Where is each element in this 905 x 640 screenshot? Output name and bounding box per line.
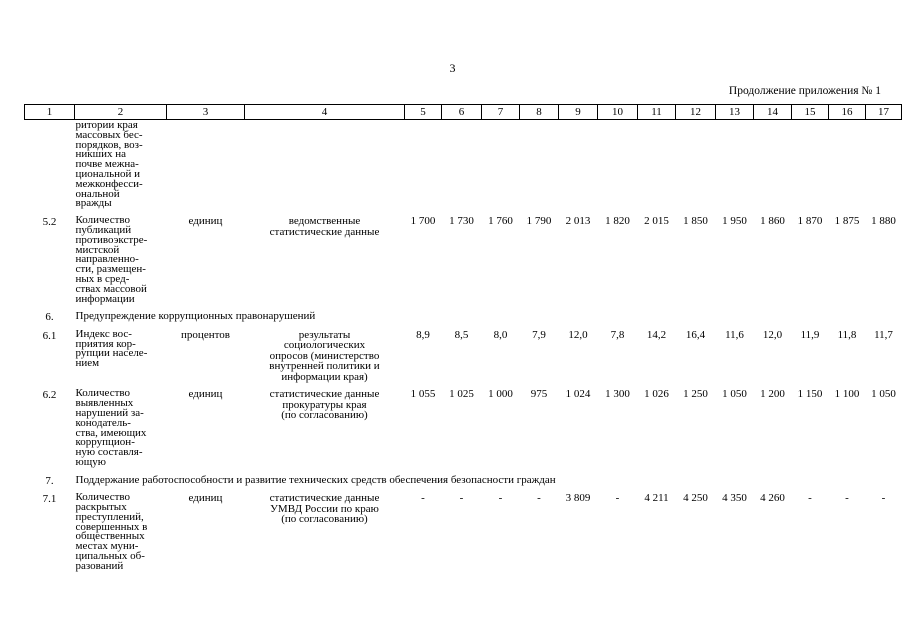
value-cell: - xyxy=(537,492,541,505)
row-number: 5.2 xyxy=(42,216,57,229)
value-cell: 8,5 xyxy=(454,328,469,341)
value-cell: 11,7 xyxy=(874,328,893,341)
column-header: 8 xyxy=(520,105,559,120)
column-header: 17 xyxy=(866,105,902,120)
value-cell: 1 100 xyxy=(834,388,860,401)
value-cell: - xyxy=(845,492,849,505)
column-header: 2 xyxy=(75,105,167,120)
value-cell: 1 950 xyxy=(722,215,747,228)
source-cell: результаты социологических опросов (министерство внутренней политики и информации края) xyxy=(269,328,380,383)
row-number: 7.1 xyxy=(42,493,57,506)
indicator-name: ритории края массовых бес- порядков, воз- никших на почве межна- циональной и межконфесси- ональной вражды xyxy=(75,119,143,210)
value-cell: 1 820 xyxy=(605,215,630,228)
source-cell: статистические данные прокуратуры края (по согласованию) xyxy=(269,388,380,422)
column-header: 1 xyxy=(25,105,75,120)
source-cell: статистические данные УМВД России по краю (по согласованию) xyxy=(269,492,380,526)
value-cell: 11,9 xyxy=(800,328,820,341)
value-cell: 2 015 xyxy=(644,215,669,228)
column-header: 3 xyxy=(167,105,245,120)
value-cell: 1 200 xyxy=(760,388,785,401)
value-cell: 1 700 xyxy=(410,215,436,228)
indicator-name: Индекс вос- приятия кор- рупции населе- нием xyxy=(75,327,148,370)
value-cell: 7,9 xyxy=(532,328,546,341)
column-header: 11 xyxy=(638,105,676,120)
value-cell: 11,6 xyxy=(725,328,744,341)
column-header: 16 xyxy=(829,105,866,120)
section-title: Предупреждение коррупционных правонарушений xyxy=(75,310,316,323)
value-cell: 1 055 xyxy=(410,388,436,401)
table-row-6-2 xyxy=(25,389,902,474)
value-cell: 12,0 xyxy=(762,328,783,341)
value-cell: 1 024 xyxy=(565,388,591,401)
value-cell: 1 300 xyxy=(605,388,630,401)
value-cell: 1 760 xyxy=(488,215,513,228)
column-header: 6 xyxy=(442,105,482,120)
section-row-6 xyxy=(25,311,902,330)
value-cell: - xyxy=(459,492,464,505)
row-number: 6.2 xyxy=(42,389,57,402)
value-cell: 16,4 xyxy=(685,328,706,341)
unit-cell: единиц xyxy=(188,492,223,505)
indicator-name: Количество публикаций противоэкстре- мистской направленно- сти, размещен- ных в сред- ствах массовой информации xyxy=(75,214,148,305)
value-cell: 2 013 xyxy=(565,215,591,228)
indicator-name: Количество выявленных нарушений за- конодатель- ства, имеющих коррупцион- ную составля- ющую xyxy=(75,387,147,468)
value-cell: 1 050 xyxy=(722,388,747,401)
value-cell: 1 875 xyxy=(834,215,860,228)
unit-cell: процентов xyxy=(181,328,230,341)
value-cell: 11,8 xyxy=(837,328,857,341)
value-cell: 14,2 xyxy=(646,328,667,341)
value-cell: 1 250 xyxy=(683,388,708,401)
section-number: 7. xyxy=(45,474,54,487)
value-cell: - xyxy=(421,492,425,505)
section-number: 6. xyxy=(45,311,54,324)
value-cell: 7,8 xyxy=(610,328,625,341)
value-cell: 1 870 xyxy=(797,215,823,228)
table-row-7-1 xyxy=(25,493,902,571)
source-cell: ведомственные статистические данные xyxy=(269,215,380,238)
table-row-5-2 xyxy=(25,216,902,311)
value-cell: 1 050 xyxy=(871,388,896,401)
value-cell: 975 xyxy=(530,388,548,401)
value-cell: 1 000 xyxy=(488,388,513,401)
row-number: 6.1 xyxy=(42,329,57,342)
value-cell: 1 790 xyxy=(526,215,552,228)
table-row-6-1 xyxy=(25,330,902,390)
column-header: 13 xyxy=(716,105,754,120)
value-cell: 1 880 xyxy=(871,215,896,228)
column-header: 15 xyxy=(792,105,829,120)
value-cell: 8,0 xyxy=(493,328,508,341)
page-number: 3 xyxy=(449,61,456,75)
column-header: 12 xyxy=(676,105,716,120)
column-header: 9 xyxy=(559,105,598,120)
header-row xyxy=(25,105,902,120)
column-header: 4 xyxy=(245,105,405,120)
section-row-7 xyxy=(25,475,902,494)
value-cell: - xyxy=(615,492,620,505)
unit-cell: единиц xyxy=(188,215,223,228)
continuation-label: Продолжение приложения № 1 xyxy=(728,85,881,97)
unit-cell: единиц xyxy=(188,388,223,401)
column-header: 14 xyxy=(754,105,792,120)
value-cell: 1 026 xyxy=(644,388,669,401)
value-cell: 3 809 xyxy=(565,492,591,505)
value-cell: 12,0 xyxy=(568,328,588,341)
value-cell: 1 150 xyxy=(797,388,823,401)
value-cell: 1 860 xyxy=(760,215,785,228)
value-cell: 1 025 xyxy=(449,388,474,401)
value-cell: 4 250 xyxy=(683,492,708,505)
value-cell: 1 850 xyxy=(683,215,708,228)
indicator-name: Количество раскрытых преступлений, совершенных в общественных местах муни- ципальных об- разований xyxy=(75,491,148,572)
value-cell: - xyxy=(808,492,812,505)
indicators-table xyxy=(24,104,902,572)
value-cell: 8,9 xyxy=(416,328,430,341)
column-header: 5 xyxy=(405,105,442,120)
table-row-continuation xyxy=(25,120,902,217)
value-cell: 4 350 xyxy=(722,492,747,505)
section-title: Поддержание работоспособности и развитие технических средств обеспечения безопасности граждан xyxy=(75,473,556,486)
value-cell: - xyxy=(881,492,886,505)
value-cell: - xyxy=(498,492,503,505)
value-cell: 4 211 xyxy=(644,492,669,505)
value-cell: 4 260 xyxy=(760,492,785,505)
column-header: 7 xyxy=(482,105,520,120)
value-cell: 1 730 xyxy=(449,215,474,228)
column-header: 10 xyxy=(598,105,638,120)
